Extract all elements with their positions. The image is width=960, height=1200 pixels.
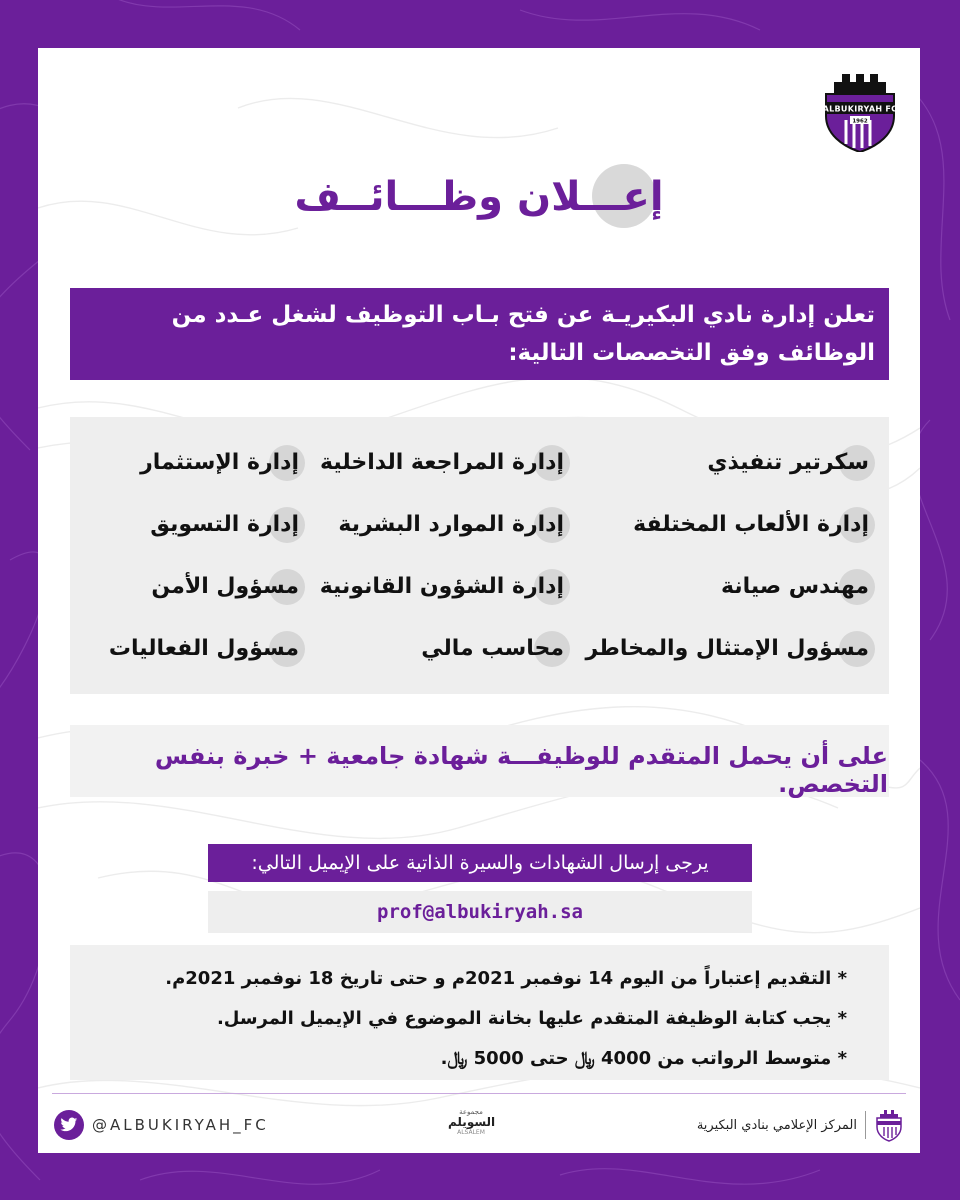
page-title: إعـــلان وظـــائــف xyxy=(294,174,664,220)
announcement-card xyxy=(38,48,920,1153)
requirement-text: على أن يحمل المتقدم للوظيفـــة شهادة جامعية + خبرة بنفس التخصص. xyxy=(154,742,888,798)
job-item: مسؤول الأمن xyxy=(151,567,299,607)
sponsor-logo xyxy=(448,1108,494,1142)
club-logo xyxy=(820,68,900,152)
job-item: محاسب مالي xyxy=(421,629,564,669)
sponsor-top-text: مجموعة xyxy=(459,1108,483,1116)
twitter-link[interactable] xyxy=(54,1110,269,1140)
svg-text:ALBUKIRYAH FC: ALBUKIRYAH FC xyxy=(822,104,898,114)
email-address-link[interactable]: prof@albukiryah.sa xyxy=(208,891,752,933)
job-item: مسؤول الفعاليات xyxy=(109,629,299,669)
notes-panel xyxy=(70,945,889,1080)
job-item: إدارة التسويق xyxy=(150,505,299,545)
sponsor-name: السويلم xyxy=(448,1115,496,1129)
club-mini-logo xyxy=(874,1108,904,1142)
job-item: سكرتير تنفيذي xyxy=(707,443,869,483)
job-item: مسؤول الإمتثال والمخاطر xyxy=(586,629,870,669)
note-item: * التقديم إعتباراً من اليوم 14 نوفمبر 2021م و حتى تاريخ 18 نوفمبر 2021م. xyxy=(165,968,847,989)
jobs-panel xyxy=(70,417,889,694)
media-separator xyxy=(865,1111,866,1139)
note-item: * يجب كتابة الوظيفة المتقدم عليها بخانة الموضوع في الإيميل المرسل. xyxy=(216,1008,847,1029)
job-item: مهندس صيانة xyxy=(721,567,869,607)
logo-year: 1962 xyxy=(852,118,868,125)
twitter-icon xyxy=(54,1110,84,1140)
intro-banner: تعلن إدارة نادي البكيريـة عن فتح بـاب التوظيف لشغل عـدد من الوظائف وفق التخصصات التالية: xyxy=(70,288,889,380)
media-center xyxy=(697,1108,904,1142)
job-item: إدارة المراجعة الداخلية xyxy=(320,443,564,483)
job-item: إدارة الألعاب المختلفة xyxy=(633,505,869,545)
note-item: * متوسط الرواتب من 4000 ﷼ حتى 5000 ﷼. xyxy=(440,1048,847,1069)
job-item: إدارة الإستثمار xyxy=(140,443,299,483)
footer-divider xyxy=(52,1093,906,1094)
job-item: إدارة الشؤون القانونية xyxy=(320,567,564,607)
media-center-text: المركز الإعلامي بنادي البكيرية xyxy=(696,1117,857,1133)
job-item: إدارة الموارد البشرية xyxy=(338,505,564,545)
email-instruction: يرجى إرسال الشهادات والسيرة الذاتية على الإيميل التالي: xyxy=(208,844,752,882)
twitter-handle: @ALBUKIRYAH_FC xyxy=(92,1116,269,1134)
sponsor-latin: ALSALEM xyxy=(457,1129,485,1136)
